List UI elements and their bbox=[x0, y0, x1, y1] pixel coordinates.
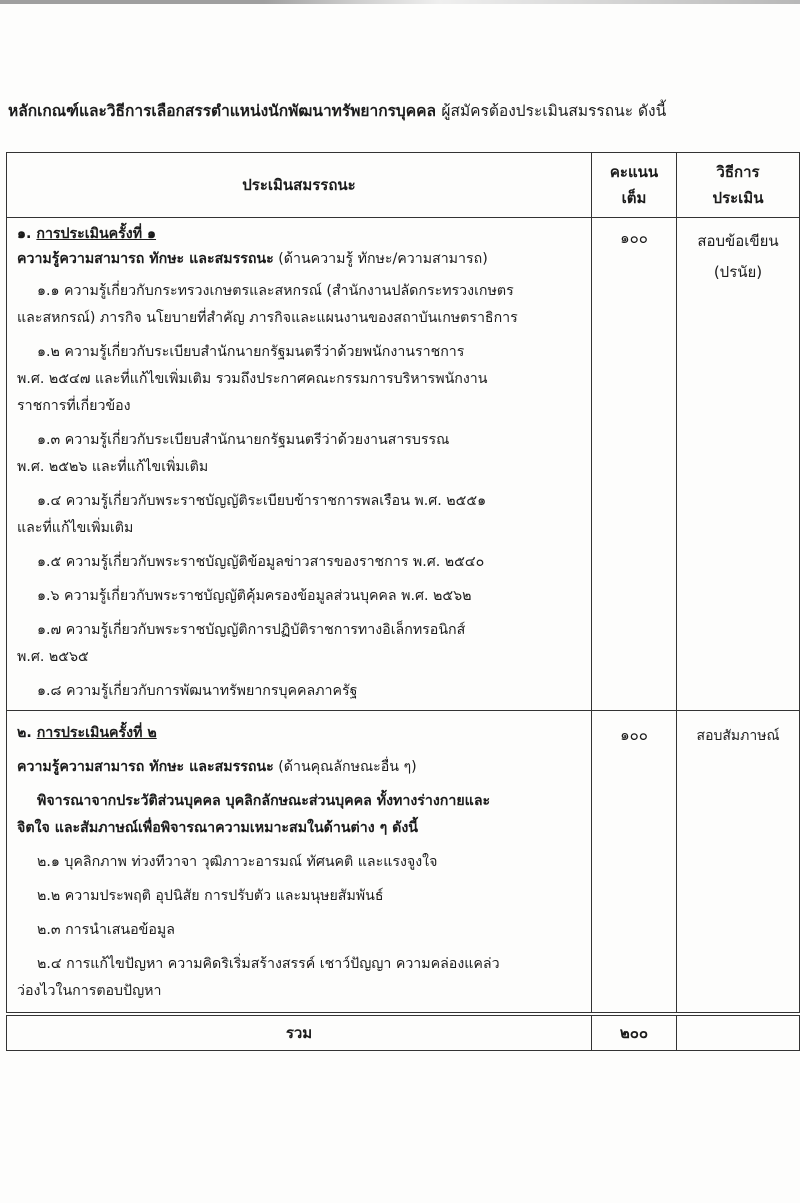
section1-title-text: การประเมินครั้งที่ ๑ bbox=[36, 226, 157, 242]
section1-method-line1: สอบข้อเขียน bbox=[697, 232, 779, 250]
item-2-2-line1: ๒.๒ ความประพฤติ อุปนิสัย การปรับตัว และมนุษยสัมพันธ์ bbox=[37, 888, 384, 904]
item-2-3 bbox=[17, 920, 581, 941]
section1-content bbox=[7, 218, 592, 711]
section1-subtitle bbox=[17, 249, 581, 270]
item-1-7 bbox=[17, 620, 581, 668]
header-score-line2: เต็ม bbox=[621, 189, 647, 207]
section2-intro-line2: จิตใจ และสัมภาษณ์เพื่อพิจารณาความเหมาะสมในด้านต่าง ๆ ดังนี้ bbox=[17, 820, 418, 836]
section2-subtitle-normal: (ด้านคุณลักษณะอื่น ๆ) bbox=[278, 759, 417, 775]
item-1-3 bbox=[17, 430, 581, 478]
item-1-2-line2: พ.ศ. ๒๕๔๗ และที่แก้ไขเพิ่มเติม รวมถึงประกาศคณะกรรมการบริหารพนักงาน bbox=[17, 371, 488, 387]
header-score-line1: คะแนน bbox=[609, 163, 659, 181]
section2-title bbox=[17, 723, 581, 744]
item-1-3-line2: พ.ศ. ๒๕๒๖ และที่แก้ไขเพิ่มเติม bbox=[17, 459, 209, 475]
item-2-1 bbox=[17, 852, 581, 873]
item-1-4 bbox=[17, 491, 581, 539]
total-row bbox=[7, 1014, 800, 1051]
item-1-8 bbox=[17, 681, 581, 702]
header-method-line2: ประเมิน bbox=[712, 189, 764, 207]
heading-normal-text: ผู้สมัครต้องประเมินสมรรถนะ ดังนี้ bbox=[441, 102, 667, 120]
section2-row bbox=[7, 711, 800, 1015]
item-2-2 bbox=[17, 886, 581, 907]
header-full-score bbox=[592, 153, 677, 218]
item-1-4-line2: และที่แก้ไขเพิ่มเติม bbox=[17, 520, 134, 536]
header-method bbox=[677, 153, 800, 218]
item-1-4-line1: ๑.๔ ความรู้เกี่ยวกับพระราชบัญญัติระเบียบข้าราชการพลเรือน พ.ศ. ๒๕๕๑ bbox=[37, 493, 487, 509]
item-2-3-line1: ๒.๓ การนำเสนอข้อมูล bbox=[37, 922, 175, 938]
item-2-4-line2: ว่องไวในการตอบปัญหา bbox=[17, 983, 162, 999]
item-1-1-line2: และสหกรณ์) ภารกิจ นโยบายที่สำคัญ ภารกิจและแผนงานของสถาบันเกษตราธิการ bbox=[17, 310, 518, 326]
item-1-5-line1: ๑.๕ ความรู้เกี่ยวกับพระราชบัญญัติข้อมูลข่าวสารของราชการ พ.ศ. ๒๕๔๐ bbox=[37, 554, 485, 570]
item-1-2-line1: ๑.๒ ความรู้เกี่ยวกับระเบียบสำนักนายกรัฐมนตรีว่าด้วยพนักงานราชการ bbox=[37, 344, 465, 360]
item-1-1 bbox=[17, 281, 581, 329]
item-1-8-line1: ๑.๘ ความรู้เกี่ยวกับการพัฒนาทรัพยากรบุคคลภาครัฐ bbox=[37, 683, 358, 699]
section1-method bbox=[677, 218, 800, 711]
section2-title-text: การประเมินครั้งที่ ๒ bbox=[36, 725, 157, 741]
item-1-1-line1: ๑.๑ ความรู้เกี่ยวกับกระทรวงเกษตรและสหกรณ์ (สำนักงานปลัดกระทรวงเกษตร bbox=[37, 283, 514, 299]
total-score: ๒๐๐ bbox=[592, 1014, 677, 1051]
item-1-7-line1: ๑.๗ ความรู้เกี่ยวกับพระราชบัญญัติการปฏิบัติราชการทางอิเล็กทรอนิกส์ bbox=[37, 622, 466, 638]
assessment-table bbox=[6, 152, 800, 1051]
section1-subtitle-bold: ความรู้ความสามารถ ทักษะ และสมรรถนะ bbox=[17, 251, 274, 267]
item-1-2 bbox=[17, 342, 581, 417]
item-1-3-line1: ๑.๓ ความรู้เกี่ยวกับระเบียบสำนักนายกรัฐมนตรีว่าด้วยงานสารบรรณ bbox=[37, 432, 450, 448]
item-2-1-line1: ๒.๑ บุคลิกภาพ ท่วงทีวาจา วุฒิภาวะอารมณ์ ทัศนคติ และแรงจูงใจ bbox=[37, 854, 438, 870]
section2-subtitle bbox=[17, 757, 581, 778]
item-1-2-line3: ราชการที่เกี่ยวข้อง bbox=[17, 398, 131, 414]
item-2-4 bbox=[17, 954, 581, 1002]
table-header-row bbox=[7, 153, 800, 218]
header-competency: ประเมินสมรรถนะ bbox=[7, 153, 592, 218]
section2-intro bbox=[17, 791, 581, 839]
total-method bbox=[677, 1014, 800, 1051]
section2-number: ๒. bbox=[17, 725, 32, 741]
section1-score: ๑๐๐ bbox=[592, 218, 677, 711]
section2-subtitle-bold: ความรู้ความสามารถ ทักษะ และสมรรถนะ bbox=[17, 759, 274, 775]
section2-method: สอบสัมภาษณ์ bbox=[677, 711, 800, 1015]
section1-row bbox=[7, 218, 800, 711]
item-2-4-line1: ๒.๔ การแก้ไขปัญหา ความคิดริเริ่มสร้างสรรค์ เชาว์ปัญญา ความคล่องแคล่ว bbox=[37, 956, 500, 972]
section2-score: ๑๐๐ bbox=[592, 711, 677, 1015]
item-1-6 bbox=[17, 586, 581, 607]
section1-number: ๑. bbox=[17, 226, 32, 242]
total-label: รวม bbox=[7, 1014, 592, 1051]
item-1-7-line2: พ.ศ. ๒๕๖๕ bbox=[17, 649, 89, 665]
header-method-line1: วิธีการ bbox=[716, 163, 760, 181]
section1-subtitle-normal: (ด้านความรู้ ทักษะ/ความสามารถ) bbox=[278, 251, 488, 267]
section2-content bbox=[7, 711, 592, 1015]
item-1-6-line1: ๑.๖ ความรู้เกี่ยวกับพระราชบัญญัติคุ้มครองข้อมูลส่วนบุคคล พ.ศ. ๒๕๖๒ bbox=[37, 588, 472, 604]
section1-method-line2: (ปรนัย) bbox=[713, 263, 763, 281]
heading-bold-text: หลักเกณฑ์และวิธีการเลือกสรรตำแหน่งนักพัฒนาทรัพยากรบุคคล bbox=[8, 102, 436, 120]
section1-title bbox=[17, 224, 581, 245]
page-heading bbox=[8, 98, 798, 123]
top-scan-edge bbox=[0, 0, 800, 4]
item-1-5 bbox=[17, 552, 581, 573]
section2-intro-line1: พิจารณาจากประวัติส่วนบุคคล บุคลิกลักษณะส่วนบุคคล ทั้งทางร่างกายและ bbox=[37, 793, 491, 809]
